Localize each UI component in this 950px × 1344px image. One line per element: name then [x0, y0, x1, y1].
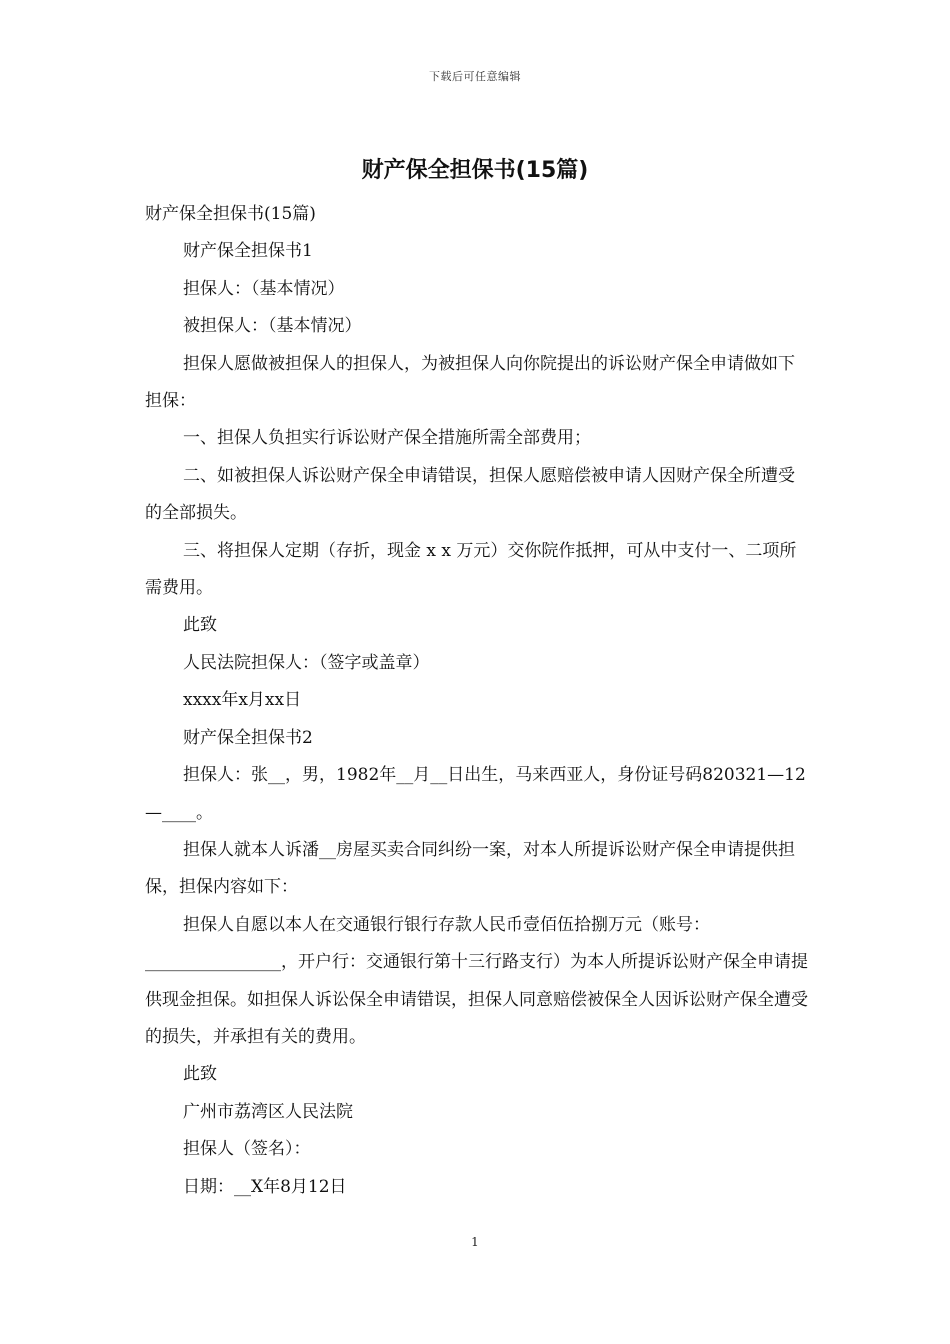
- paragraph-item-3: 三、将担保人定期（存折，现金 x x 万元）交你院作抵押，可从中支付一、二项所需费用。: [145, 540, 797, 599]
- paragraph-intro: 担保人愿做被担保人的担保人，为被担保人向你院提出的诉讼财产保全申请做如下担保：: [145, 353, 795, 412]
- paragraph-signature-1: 人民法院担保人：（签字或盖章）: [183, 652, 430, 673]
- paragraph-date-1: xxxx年x月xx日: [183, 690, 302, 711]
- paragraph-guarantee-content: 担保人自愿以本人在交通银行银行存款人民币壹佰伍拾捌万元（账号：________________，开户行：交通银行第十三行路支行）为本人所提诉讼财产保全申请提供现金担保。如担保人诉讼保全申请错误，担保人同意赔偿被保全人因诉讼财产保全遭受的损失，并承担有关的费用。: [145, 914, 808, 1047]
- paragraph-subtitle: 财产保全担保书(15篇): [145, 204, 316, 224]
- paragraph-court-name: 广州市荔湾区人民法院: [183, 1101, 353, 1122]
- paragraph-closing-1: 此致: [183, 615, 217, 636]
- paragraph-guarantor-details: 担保人：张__，男，1982年__月__日出生，马来西亚人，身份证号码820321—12—____。: [145, 765, 806, 823]
- document-title: 财产保全担保书(15篇): [361, 158, 589, 183]
- paragraph-item-1: 一、担保人负担实行诉讼财产保全措施所需全部费用；: [183, 428, 591, 449]
- paragraph-date-2: 日期：__X年8月12日: [183, 1176, 347, 1197]
- paragraph-guarantor: 担保人：（基本情况）: [183, 278, 345, 299]
- paragraph-item-2: 二、如被担保人诉讼财产保全申请错误，担保人愿赔偿被申请人因财产保全所遭受的全部损失。: [145, 465, 795, 524]
- paragraph-section-2-heading: 财产保全担保书2: [183, 727, 313, 748]
- header-note: 下载后可任意编辑: [429, 70, 521, 83]
- paragraph-closing-2: 此致: [183, 1064, 217, 1085]
- page-number: 1: [471, 1235, 479, 1249]
- document-body: [145, 196, 810, 1206]
- paragraph-section-1-heading: 财产保全担保书1: [183, 241, 313, 262]
- paragraph-case-statement: 担保人就本人诉潘__房屋买卖合同纠纷一案，对本人所提诉讼财产保全申请提供担保，担保内容如下：: [145, 839, 795, 898]
- paragraph-guaranteed: 被担保人：（基本情况）: [183, 316, 362, 337]
- paragraph-signature-2: 担保人（签名）：: [183, 1139, 311, 1160]
